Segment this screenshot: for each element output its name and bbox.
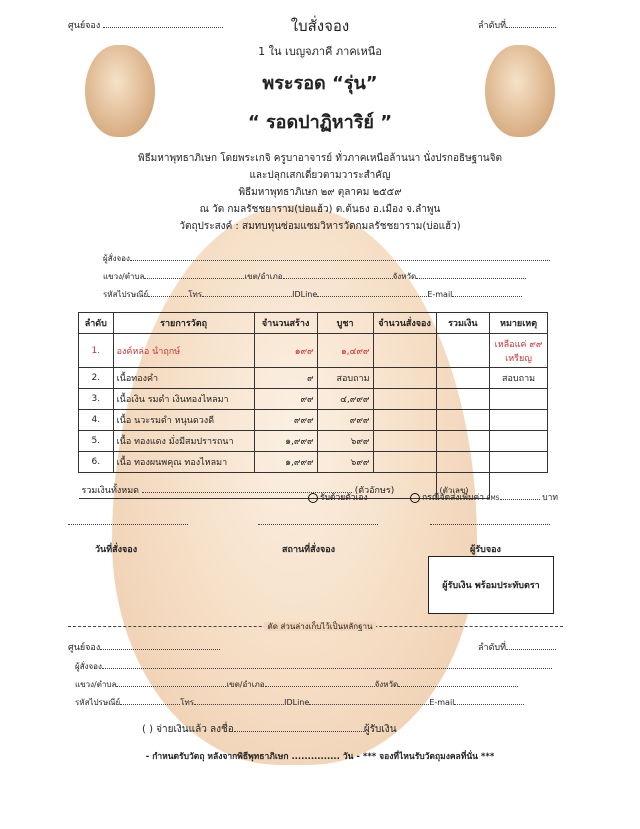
radio-circle-icon — [308, 493, 318, 503]
order-place-label: สถานที่สั่งจอง — [282, 545, 336, 555]
letters-label: (ตัวอักษร) — [354, 486, 395, 496]
col-note: หมายเหตุ — [490, 313, 548, 334]
qty-cell[interactable] — [373, 334, 436, 368]
product-name: พระรอด “รุ่น” — [262, 73, 378, 94]
subtitle: 1 ใน เบญจภาคี ภาคเหนือ — [258, 45, 382, 58]
order-no-bottom: ลำดับที่ — [478, 640, 556, 654]
table-row: 2. เนื้อทองคำ ๙ สอบถาม สอบถาม — [79, 368, 548, 389]
sum-cell[interactable] — [436, 431, 490, 452]
product-series: “ รอดปาฏิหาริย์ ” — [247, 112, 393, 133]
footer-note: - กำหนดรับวัตถุ หลังจากพิธีพุทธาภิเษก ............... วัน - *** จองที่ไหนรับวัตถุมงคลที่นั่น *** — [145, 752, 495, 762]
sum-cell[interactable] — [436, 452, 490, 473]
qty-cell[interactable] — [373, 389, 436, 410]
sum-cell[interactable] — [436, 334, 490, 368]
ceremony-info: พิธีมหาพุทธาภิเษก โดยพระเกจิ ครูบาอาจารย์ ทั่วภาคเหนือล้านนา นั่งปรกอธิษฐานจิต และปลุกเสกเดี่ยวตามวาระสำคัญ พิธีมหาพุทธาภิเษก ๒๙ ตุลาคม ๒๕๕๙ ณ วัด กมลรัชชยาราม(บ่อแฮ้ว) ต.ต้นธง อ.เมือง จ.ลำพูน วัตถุประสงค์ : สมทบทุนซ่อมแซมวิหารวัดกมลรัชชยาราม(บ่อแฮ้ว) — [137, 153, 502, 232]
cut-label: ตัด ส่วนล่างเก็บไว้เป็นหลักฐาน — [264, 622, 377, 631]
table-row: 1. องค์หล่อ นำฤกษ์ ๑๙๙ ๑,๔๙๙ เหลือแค่ ๙๙ เหรียญ — [79, 334, 548, 368]
sum-cell[interactable] — [436, 389, 490, 410]
radio-circle-icon — [410, 493, 420, 503]
address-form: ผู้สั่งจอง แขวง/ตำบล เขต/อำเภอ จังหวัด รหัสไปรษณีย์ โทร IDLine E-mail — [103, 250, 550, 304]
qty-cell[interactable] — [373, 452, 436, 473]
col-qty: จำนวนสั่งจอง — [373, 313, 436, 334]
col-made: จำนวนสร้าง — [254, 313, 317, 334]
center-label: ศูนย์จอง — [68, 18, 223, 32]
order-no: ลำดับที่ — [478, 18, 556, 32]
col-price: บูชา — [317, 313, 373, 334]
qty-cell[interactable] — [373, 368, 436, 389]
address-form-bottom: ผู้สั่งจอง แขวง/ตำบล เขต/อำเภอ จังหวัด รหัสไปรษณีย์ โทร IDLine E-mail — [75, 658, 552, 712]
ship-option[interactable]: กรณีจัดส่งเพิ่มค่า EMS บาท — [410, 490, 558, 504]
col-sum: รวมเงิน — [436, 313, 490, 334]
order-date-label: วันที่สั่งจอง — [95, 545, 138, 555]
table-row: 5. เนื้อ ทองแดง มั่งมีสมปรารถนา ๑,๙๙๙ ๖๙๙ — [79, 431, 548, 452]
order-table — [78, 312, 548, 499]
qty-cell[interactable] — [373, 410, 436, 431]
pickup-option[interactable]: รับด้วยตัวเอง — [308, 490, 368, 504]
payment-line: ( ) จ่ายเงินแล้ว ลงชื่อ ผู้รับเงิน — [142, 724, 397, 735]
center-label-bottom: ศูนย์จอง — [68, 640, 220, 654]
sum-cell[interactable] — [436, 410, 490, 431]
table-row: 6. เนื้อ ทองผนพคุณ ทองไหลมา ๑,๙๙๙ ๖๙๙ — [79, 452, 548, 473]
receiver-label: ผู้รับจอง — [470, 545, 501, 555]
qty-cell[interactable] — [373, 431, 436, 452]
sum-cell[interactable] — [436, 368, 490, 389]
numbers-label: (ตัวเลข) — [436, 473, 490, 499]
page-title: ใบสั่งจอง — [290, 17, 350, 35]
table-row: 3. เนื้อเงิน รมดำ เงินทองไหลมา ๙๙ ๔,๙๙๙ — [79, 389, 548, 410]
col-no: ลำดับ — [79, 313, 114, 334]
total-label: รวมเงินทั้งหมด — [81, 486, 139, 496]
table-row: 4. เนื้อ นวะรมดำ หนุนดวงดี ๙๙๙ ๙๙๙ — [79, 410, 548, 431]
stamp-box: ผู้รับเงิน พร้อมประทับตรา — [428, 556, 554, 614]
col-item: รายการวัตถุ — [113, 313, 254, 334]
